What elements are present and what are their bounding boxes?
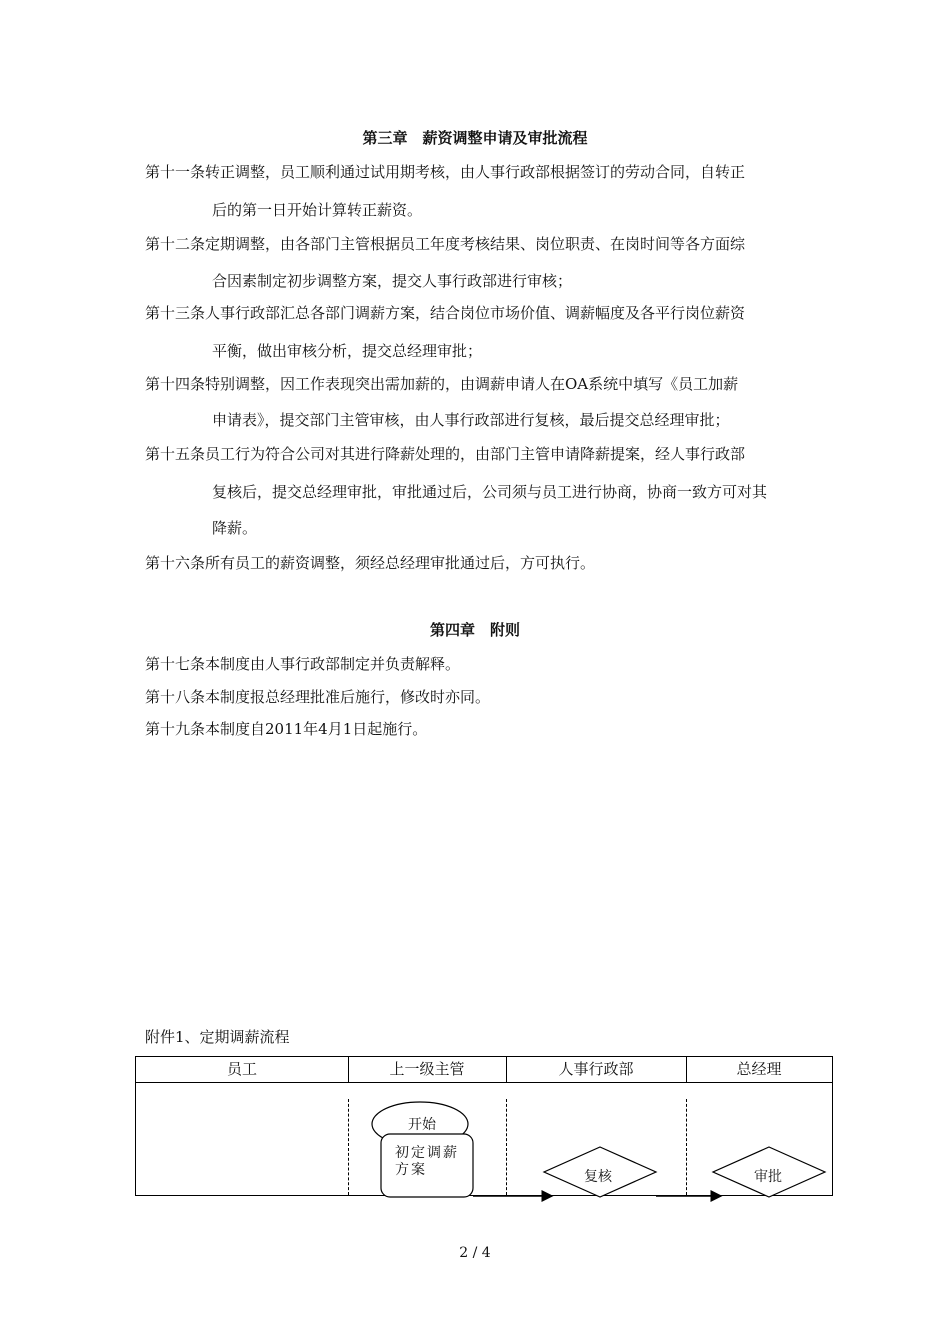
start-node-label: 开始	[408, 1117, 436, 1133]
article-16-line1: 第十六条所有员工的薪资调整，须经总经理审批通过后，方可执行。	[145, 554, 596, 572]
draft-plan-label-line1: 初定调薪	[395, 1145, 459, 1161]
article-12-line1: 第十二条定期调整，由各部门主管根据员工年度考核结果、岗位职责、在岗时间等各方面综	[145, 235, 746, 253]
article-14-line1: 第十四条特别调整，因工作表现突出需加薪的，由调薪申请人在OA系统中填写《员工加薪	[145, 375, 739, 393]
article-13-line2: 平衡，做出审核分析，提交总经理审批；	[212, 342, 483, 360]
page-number: 2 / 4	[459, 1245, 491, 1261]
column-supervisor: 上一级主管	[389, 1060, 465, 1078]
chapter3-title: 第三章 薪资调整申请及审批流程	[362, 129, 588, 147]
approve-node-label: 审批	[754, 1169, 782, 1185]
article-19: 第十九条本制度自2011年4月1日起施行。	[145, 720, 428, 738]
article-18: 第十八条本制度报总经理批准后施行，修改时亦同。	[145, 688, 491, 706]
article-15-line2: 复核后，提交总经理审批，审批通过后，公司须与员工进行协商，协商一致方可对其	[212, 483, 768, 501]
article-15-line1: 第十五条员工行为符合公司对其进行降薪处理的，由部门主管申请降薪提案，经人事行政部	[145, 445, 746, 463]
review-node-label: 复核	[584, 1169, 612, 1185]
column-hr: 人事行政部	[558, 1060, 634, 1078]
column-gm: 总经理	[736, 1060, 782, 1078]
article-14-line2: 申请表》，提交部门主管审核，由人事行政部进行复核，最后提交总经理审批；	[212, 411, 730, 429]
draft-plan-label-line2: 方案	[395, 1162, 427, 1178]
article-15-line3: 降薪。	[212, 519, 258, 537]
article-12-line2: 合因素制定初步调整方案，提交人事行政部进行审核；	[212, 272, 573, 290]
chapter4-title: 第四章 附则	[429, 621, 520, 639]
article-13-line1: 第十三条人事行政部汇总各部门调薪方案，结合岗位市场价值、调薪幅度及各平行岗位薪资	[145, 304, 746, 322]
article-11-line1: 第十一条转正调整，员工顺利通过试用期考核，由人事行政部根据签订的劳动合同，自转正	[145, 163, 746, 181]
appendix-caption: 附件1、定期调薪流程	[145, 1028, 290, 1046]
column-employee: 员工	[226, 1060, 257, 1078]
article-11-line2: 后的第一日开始计算转正薪资。	[212, 201, 423, 219]
article-17: 第十七条本制度由人事行政部制定并负责解释。	[145, 655, 461, 673]
